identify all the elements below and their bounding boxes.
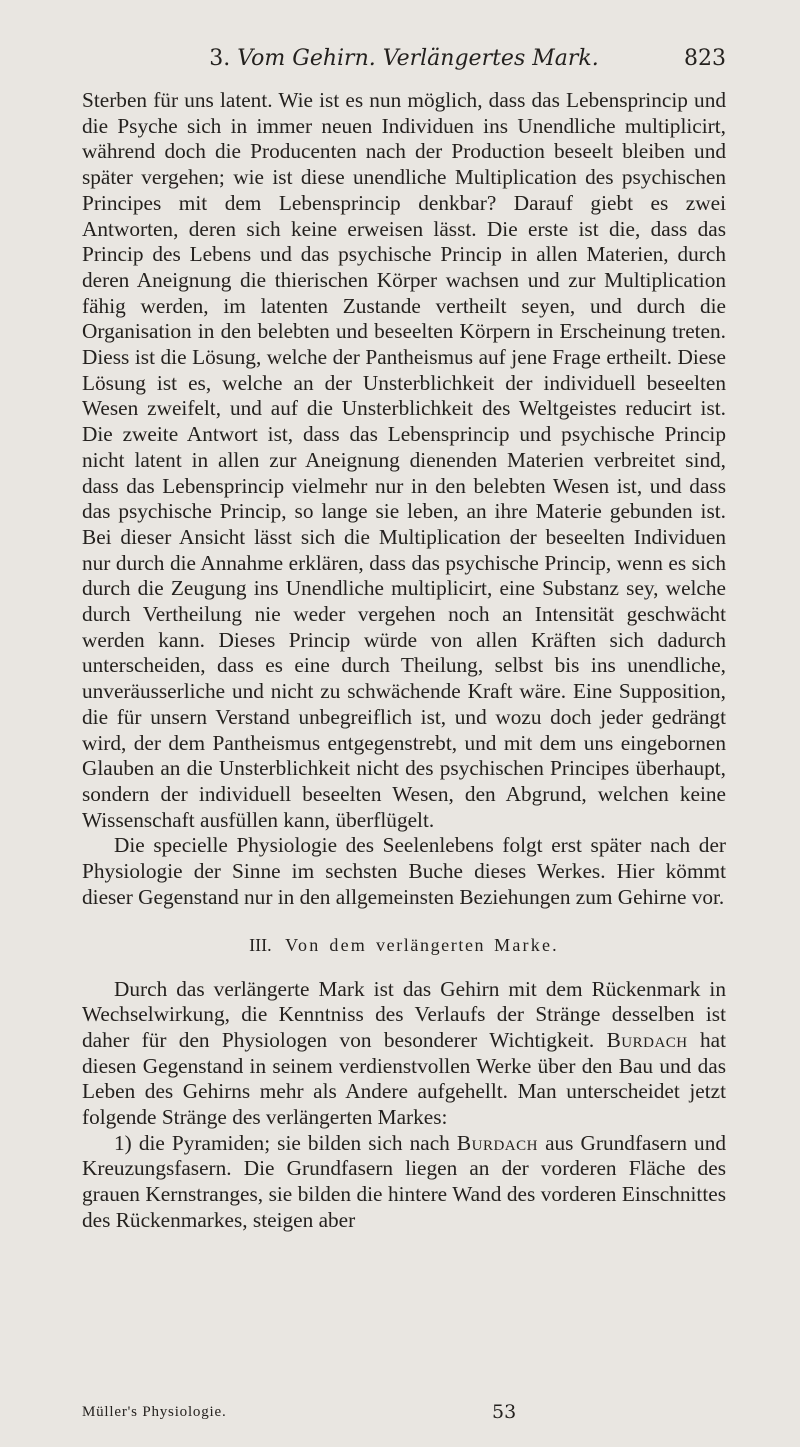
chapter-title-part-1: Vom Gehirn. bbox=[237, 46, 376, 71]
page-body bbox=[82, 88, 726, 1234]
section-paragraph-part-1: Durch das verlängerte Mark ist das Gehirn mit dem Rückenmark in Wechselwirkung, die Kenntniss des Verlaufs der Stränge desselben ist daher für den Physiologen von besonderer Wichtigkeit. bbox=[82, 976, 726, 1052]
section-number: III. bbox=[249, 934, 272, 955]
page-footer bbox=[82, 1399, 726, 1425]
section-word-3: verlängerten bbox=[376, 934, 486, 955]
list-item-1 bbox=[82, 1131, 726, 1234]
running-head-title bbox=[82, 42, 726, 76]
section-paragraph-part-2: hat diesen Gegenstand in seinem verdienstvollen Werke über den Bau und das Leben des Gehirns mehr als Andere aufgehellt. Man unterscheidet jetzt folgende Stränge des verlängerten Markes: bbox=[82, 1027, 726, 1130]
chapter-number: 3. bbox=[209, 46, 231, 71]
section-word-4: Marke. bbox=[494, 934, 559, 955]
section-heading bbox=[82, 933, 726, 957]
paragraph-1: Sterben für uns latent. Wie ist es nun möglich, dass das Lebensprincip und die Psyche sich in immer neuen Individuen ins Unendliche multiplicirt, während doch die Producenten nach der Production beseelt bleiben und später vergehen; wie ist diese unendliche Multiplication des psychischen Principes mit dem Lebensprincip denkbar? Darauf giebt es zwei Antworten, deren sich keine erweisen lässt. Die erste ist die, dass das Princip des Lebens und das psychische Princip in allen Materien, durch deren Aneignung die thierischen Körper wachsen und zur Multiplication fähig werden, im latenten Zustande vertheilt seyen, und durch die Organisation in den belebten und beseelten Körpern in Erscheinung treten. Diess ist die Lösung, welche der Pantheismus auf jene Frage ertheilt. Diese Lösung ist es, welche an der Unsterblichkeit der individuell beseelten Wesen zweifelt, und auf die Unsterblichkeit des Weltgeistes reducirt ist. Die zweite Antwort ist, dass das Lebensprincip und psychische Princip nicht latent in allen zur Aneignung dienenden Materien verbreitet sind, dass das Lebensprincip vielmehr nur in den belebten Wesen ist, und dass das psychische Princip, so lange sie leben, an ihre Materie gebunden ist. Bei dieser Ansicht lässt sich die Multiplication der beseelten Individuen nur durch die Annahme erklären, dass das psychische Princip, wenn es sich durch die Zeugung ins Unendliche multiplicirt, eine Substanz sey, welche durch Vertheilung nie weder vergehen noch an Intensität geschwächt werden kann. Dieses Princip würde von allen Kräften sich dadurch unterscheiden, dass es eine durch Theilung, selbst bis ins unendliche, unveräusserliche und nicht zu schwächende Kraft wäre. Eine Supposition, die für unsern Verstand unbegreiflich ist, und wozu doch jeder gedrängt wird, der dem Pantheismus entgegenstrebt, und mit dem uns eingebornen Glauben an die Unsterblichkeit nicht des psychischen Principes überhaupt, sondern der individuell beseelten Wesen, den Abgrund, welchen keine Wissenschaft ausfüllen kann, überflügelt. bbox=[82, 88, 726, 832]
section-word-2: dem bbox=[329, 934, 367, 955]
section-paragraph bbox=[82, 977, 726, 1131]
author-name: Burdach bbox=[606, 1027, 688, 1052]
section-word-1: Von bbox=[285, 934, 321, 955]
page-number: 823 bbox=[684, 46, 726, 71]
list-item-1-part-1: 1) die Pyramiden; sie bilden sich nach bbox=[114, 1130, 450, 1155]
chapter-title-part-2: Verlängertes Mark. bbox=[382, 46, 599, 71]
paragraph-2: Die specielle Physiologie des Seelenlebens folgt erst später nach der Physiologie der Sinne im sechsten Buche dieses Werkes. Hier kömmt dieser Gegenstand nur in den allgemeinsten Beziehungen zum Gehirne vor. bbox=[82, 833, 726, 909]
list-item-1-part-2: aus Grundfasern und Kreuzungsfasern. Die Grundfasern liegen an der vorderen Fläche des grauen Kernstranges, sie bilden die hintere Wand des vorderen Einschnittes des Rückenmarkes, steigen aber bbox=[82, 1130, 727, 1232]
running-head bbox=[82, 42, 726, 76]
footer-sheet-number: 53 bbox=[492, 1401, 517, 1423]
footer-signature: Müller's Physiologie. bbox=[82, 1404, 227, 1420]
list-item-1-author-name: Burdach bbox=[456, 1130, 538, 1155]
